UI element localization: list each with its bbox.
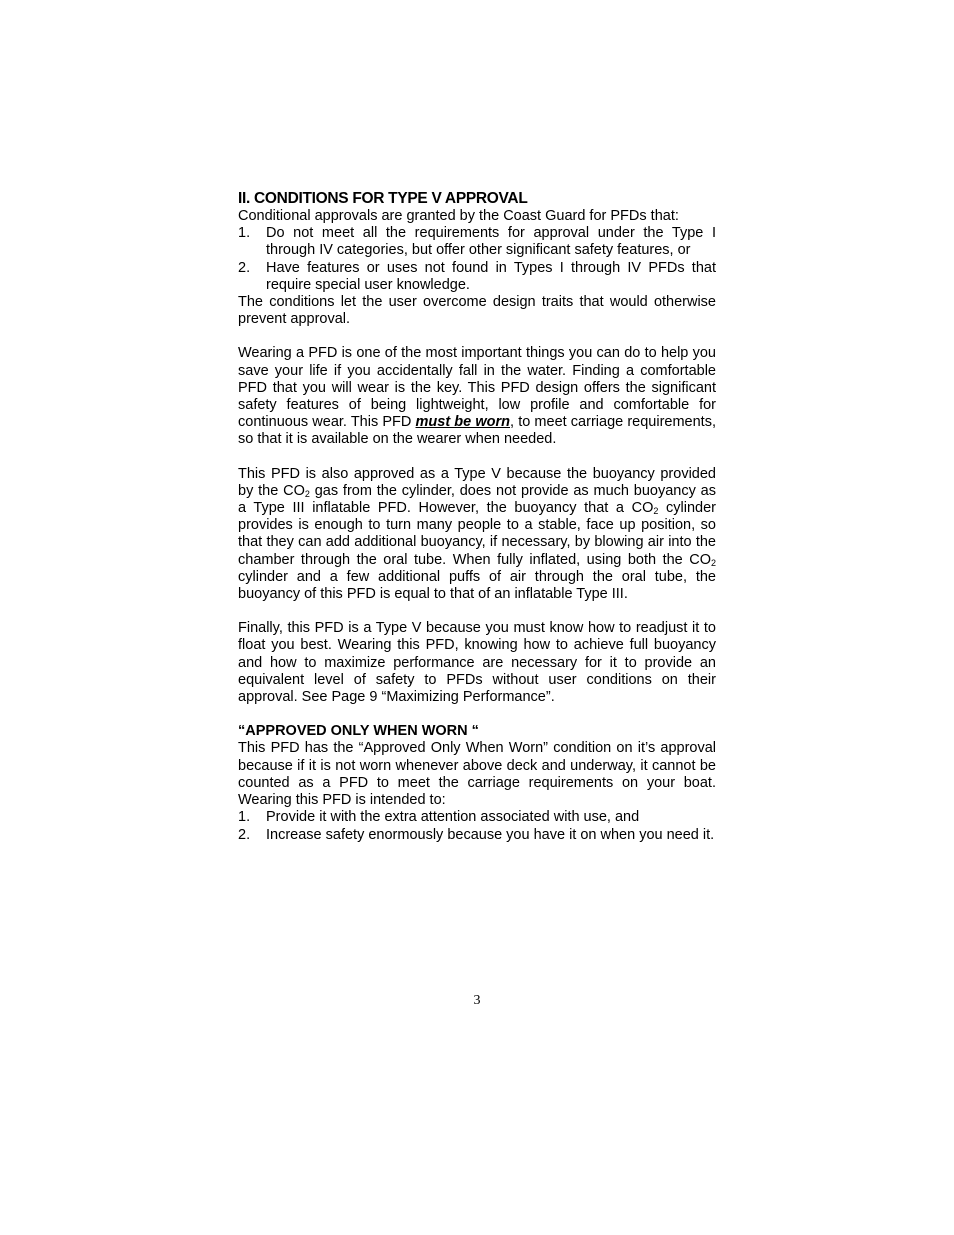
approved-list xyxy=(238,809,716,843)
list-item: 1. Do not meet all the requirements for approval under the Type I through IV categories, but offer other significant safety features, or xyxy=(238,225,716,259)
must-be-worn-emphasis: must be worn xyxy=(415,414,511,431)
list-item: 1. Provide it with the extra attention associated with use, and xyxy=(238,809,640,826)
wearing-paragraph: Wearing a PFD is one of the most important things you can do to help you save your life if you accidentally fall in the water. Finding a comfortable PFD that you will wear is the key. This PFD design offers the significant safety features of being lightweight, low profile and comfortable for continuous wear. This PFD must be worn, to meet carriage requirements, so that it is available on the wearer when needed. xyxy=(238,345,716,448)
approved-intro-paragraph: This PFD has the “Approved Only When Worn” condition on it’s approval because if it is not worn whenever above deck and underway, it cannot be counted as a PFD to meet the carriage requirements on your boat. Wearing this PFD is intended to: xyxy=(238,740,716,809)
co2-paragraph: This PFD is also approved as a Type V because the buoyancy provided by the $CO_2$ gas from the cylinder, does not provide as much buoyancy as a Type III inflatable PFD. However, the buoyancy that a $CO_2$ cylinder provides is enough to turn many people to a stable, face up position, so that they can add additional buoyancy, if necessary, by blowing air into the chamber through the oral tube. When fully inflated, using both the $CO_2$ cylinder and a few additional puffs of air through the oral tube, the buoyancy of this PFD is equal to that of an inflatable Type III. xyxy=(238,465,716,603)
list-item: 2. Increase safety enormously because you have it on when you need it. xyxy=(238,826,715,843)
approved-heading: “APPROVED ONLY WHEN WORN “ xyxy=(238,723,479,740)
conditions-list xyxy=(238,225,716,294)
section-heading: II. CONDITIONS FOR TYPE V APPROVAL xyxy=(238,190,528,207)
page-number: 3 xyxy=(473,993,481,1008)
document-body xyxy=(238,190,716,844)
conditions-closing-paragraph: The conditions let the user overcome design traits that would otherwise prevent approval. xyxy=(238,294,716,328)
intro-paragraph: Conditional approvals are granted by the Coast Guard for PFDs that: xyxy=(238,208,679,224)
finally-paragraph: Finally, this PFD is a Type V because you must know how to readjust it to float you best. Wearing this PFD, knowing how to achieve full buoyancy and how to maximize performance are necessary for it to provide an equivalent level of safety to PFDs without user conditions on their approval. See Page 9 “Maximizing Performance”. xyxy=(238,620,716,706)
list-item: 2. Have features or uses not found in Types I through IV PFDs that require special user knowledge. xyxy=(238,259,716,293)
